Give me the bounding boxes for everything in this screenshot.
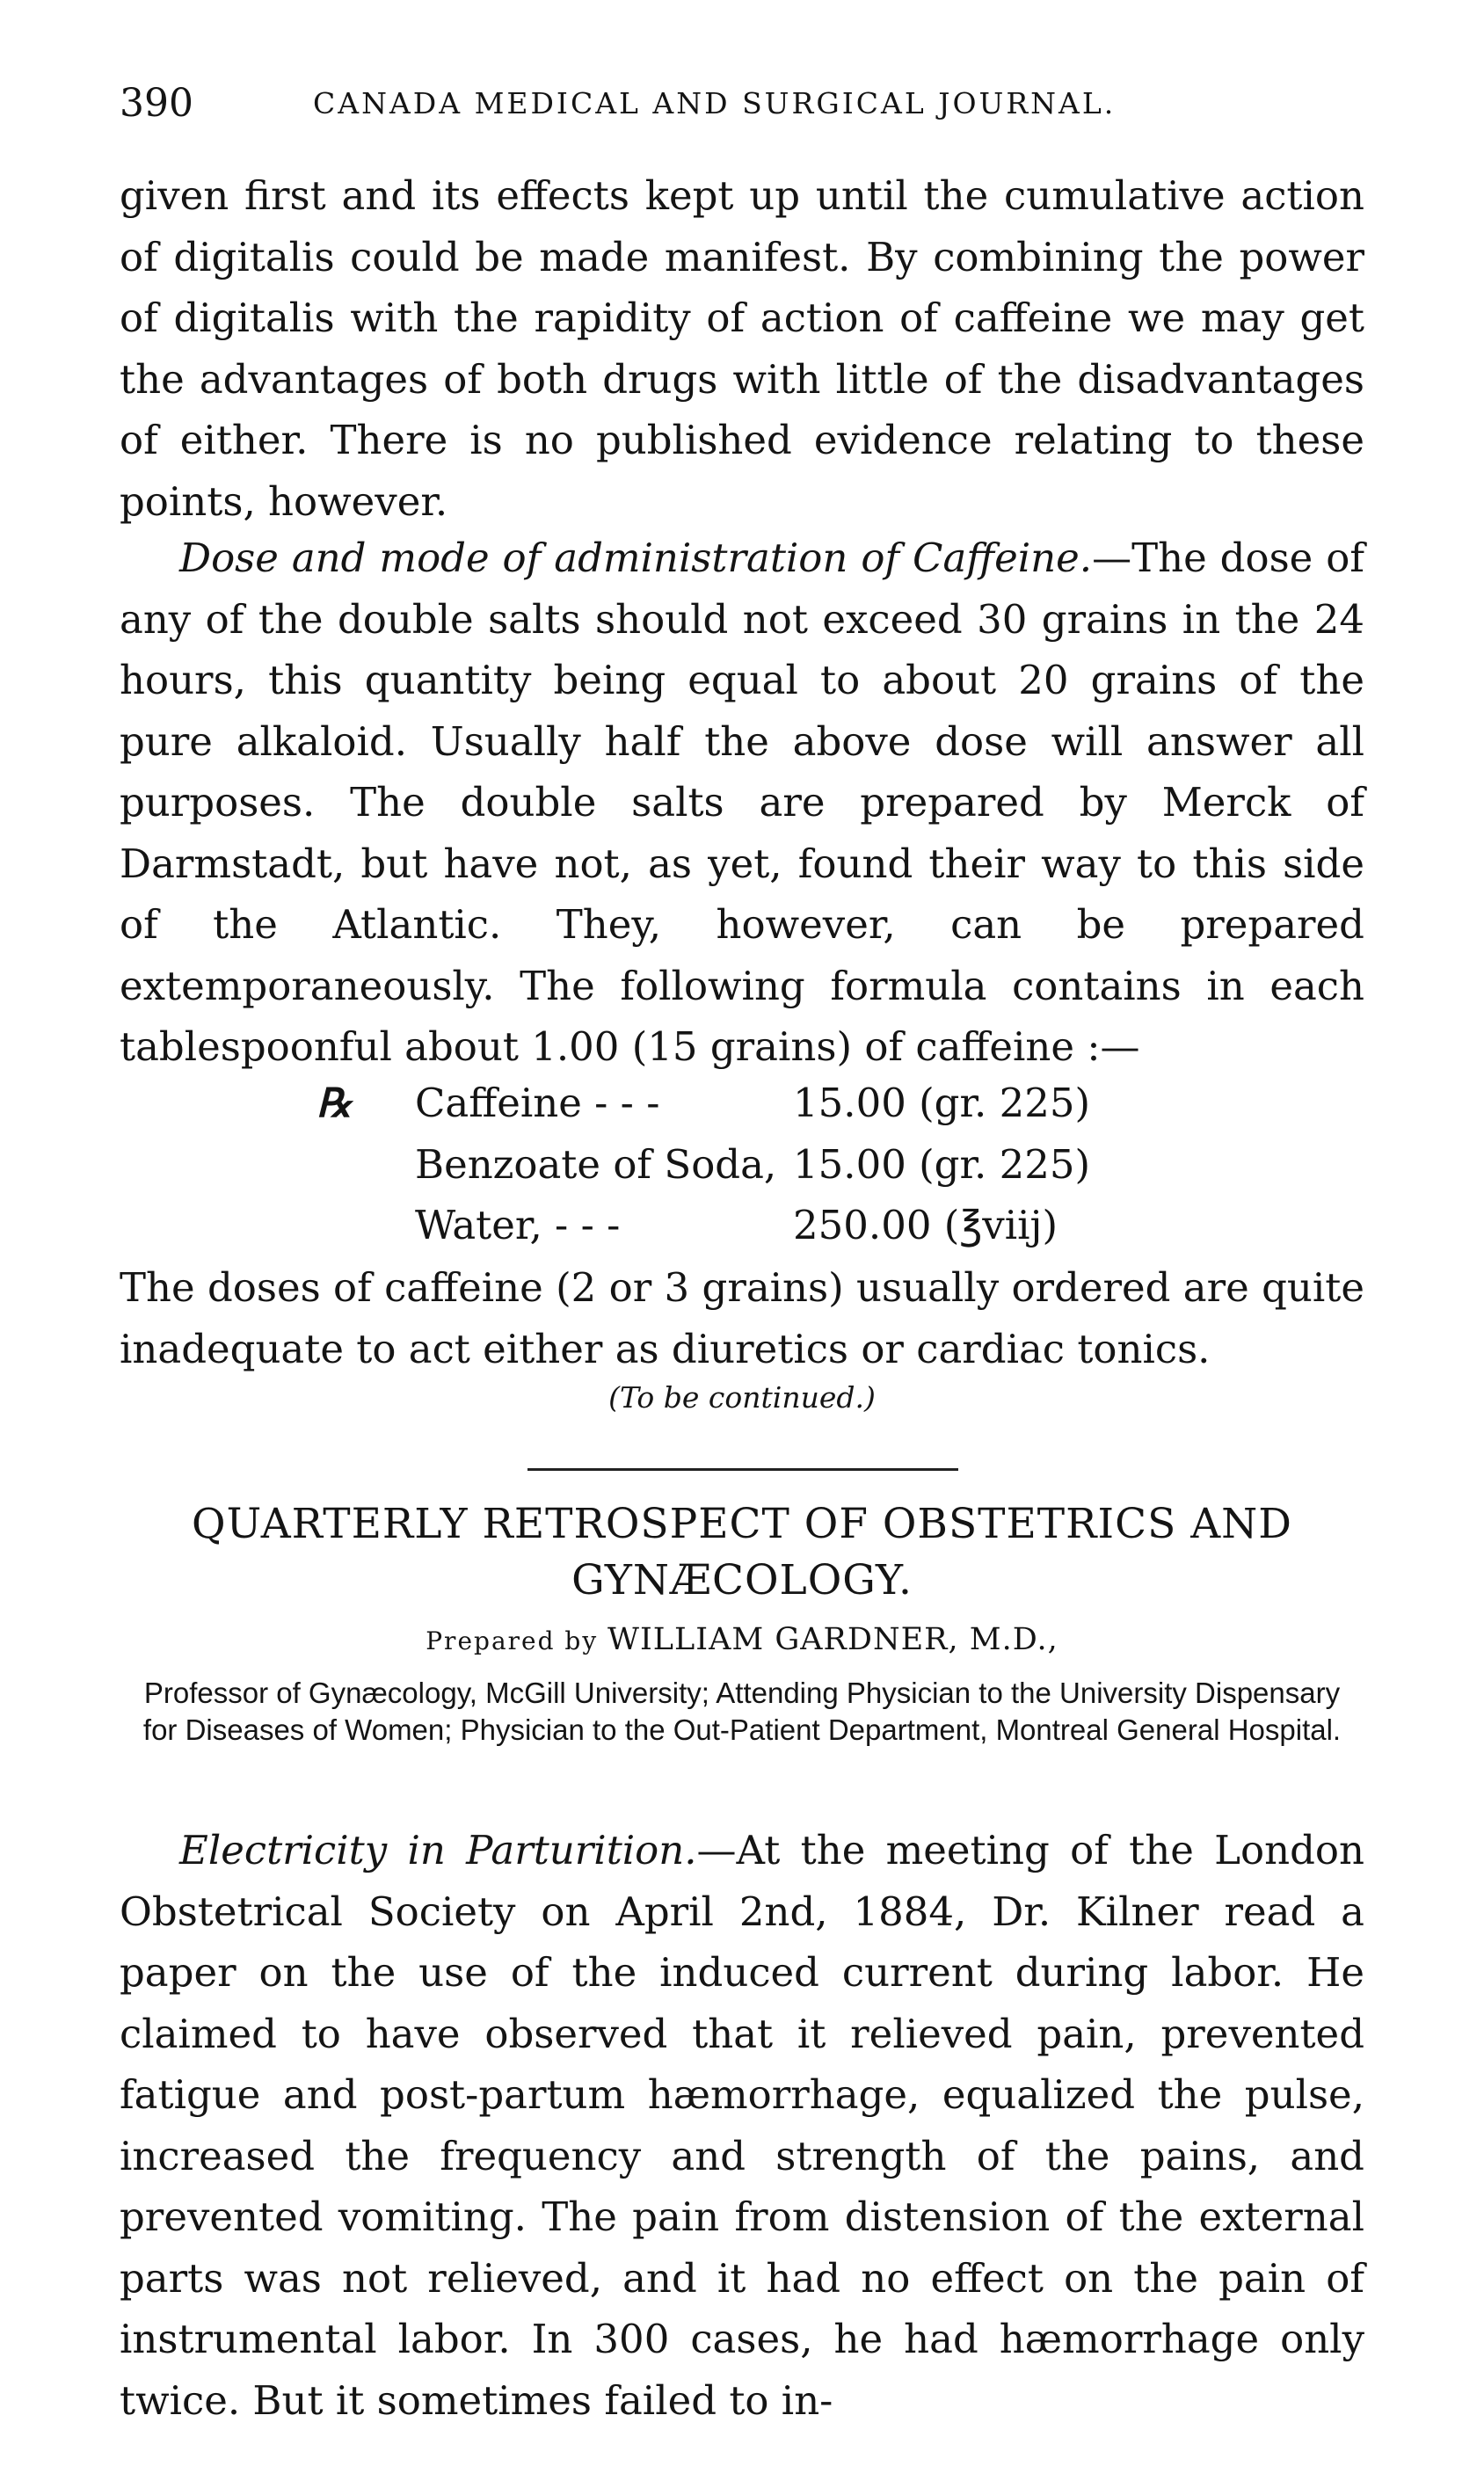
ingredient-name: Caffeine - - -: [415, 1080, 660, 1126]
section-title: QUARTERLY RETROSPECT OF OBSTETRICS AND GYNÆCOLOGY.: [192, 1500, 1292, 1604]
paragraph-caffeine-doses: The doses of caffeine (2 or 3 grains) usually ordered are quite inadequate to act either as diuretics or cardiac tonics.: [120, 1264, 1364, 1372]
ingredient-amount: 250.00 (℥viij): [793, 1202, 1058, 1248]
ingredient-name: Benzoate of Soda,: [415, 1140, 777, 1188]
ingredient-amount: 15.00 (gr. 225): [793, 1140, 1091, 1188]
ingredient-amount: 15.00 (gr. 225): [793, 1080, 1091, 1126]
prescription-row: [415, 1134, 1090, 1196]
author-affiliation: Professor of Gynæcology, McGill University; Attending Physician to the University Dispensary for Diseases of Women; Physician to the Out-Patient Department, Montreal General Hospital.: [142, 1677, 1342, 1746]
ingredient-name: Water, - - -: [415, 1202, 621, 1248]
journal-title: CANADA MEDICAL AND SURGICAL JOURNAL.: [313, 86, 1117, 120]
prescription-row: [415, 1195, 1058, 1256]
paragraph-heading: Dose and mode of administration of Caffeine.: [179, 535, 1093, 581]
author-name: WILLIAM GARDNER, M.D.,: [607, 1622, 1058, 1657]
byline: [120, 1622, 1364, 1657]
rx-symbol: ℞: [316, 1080, 353, 1126]
paragraph-dose-caffeine: [120, 527, 1364, 1078]
page-number: 390: [120, 81, 193, 126]
paragraph-body: —The dose of any of the double salts should not exceed 30 grains in the 24 hours, this quantity being equal to about 20 grains of the pure alkaloid. Usually half the above dose will answer all purposes. The double salts are prepared by Merck of Darmstadt, but have not, as yet, found their way to this side of the Atlantic. They, however, can be prepared extemporaneously. The following formula contains in each tablespoonful about 1.00 (15 grains) of caffeine :—: [120, 535, 1364, 1070]
paragraph-digitalis: given first and its effects kept up until the cumulative action of digitalis could be made manifest. By combining the power of digitalis with the rapidity of action of caffeine we may get the advantages of both drugs with little of the disadvantages of either. There is no published evidence relating to these points, however.: [120, 172, 1364, 525]
to-be-continued-note: (To be continued.): [608, 1380, 876, 1415]
section-divider: [527, 1468, 958, 1471]
paragraph-body: —At the meeting of the London Obstetrical Society on April 2nd, 1884, Dr. Kilner read a paper on the use of the induced current during labor. He claimed to have observed that it relieved pain, prevented fatigue and post-partum hæmorrhage, equalized the pulse, increased the frequency and strength of the pains, and prevented vomiting. The pain from distension of the external parts was not relieved, and it had no effect on the pain of instrumental labor. In 300 cases, he had hæmorrhage only twice. But it sometimes failed to in-: [120, 1827, 1364, 2424]
running-head: [120, 81, 1364, 134]
prepared-by-label: Prepared by: [426, 1626, 599, 1655]
paragraph-heading: Electricity in Parturition.: [179, 1827, 697, 1873]
prescription-row: [415, 1073, 1090, 1134]
paragraph-electricity-parturition: [120, 1820, 1364, 2431]
